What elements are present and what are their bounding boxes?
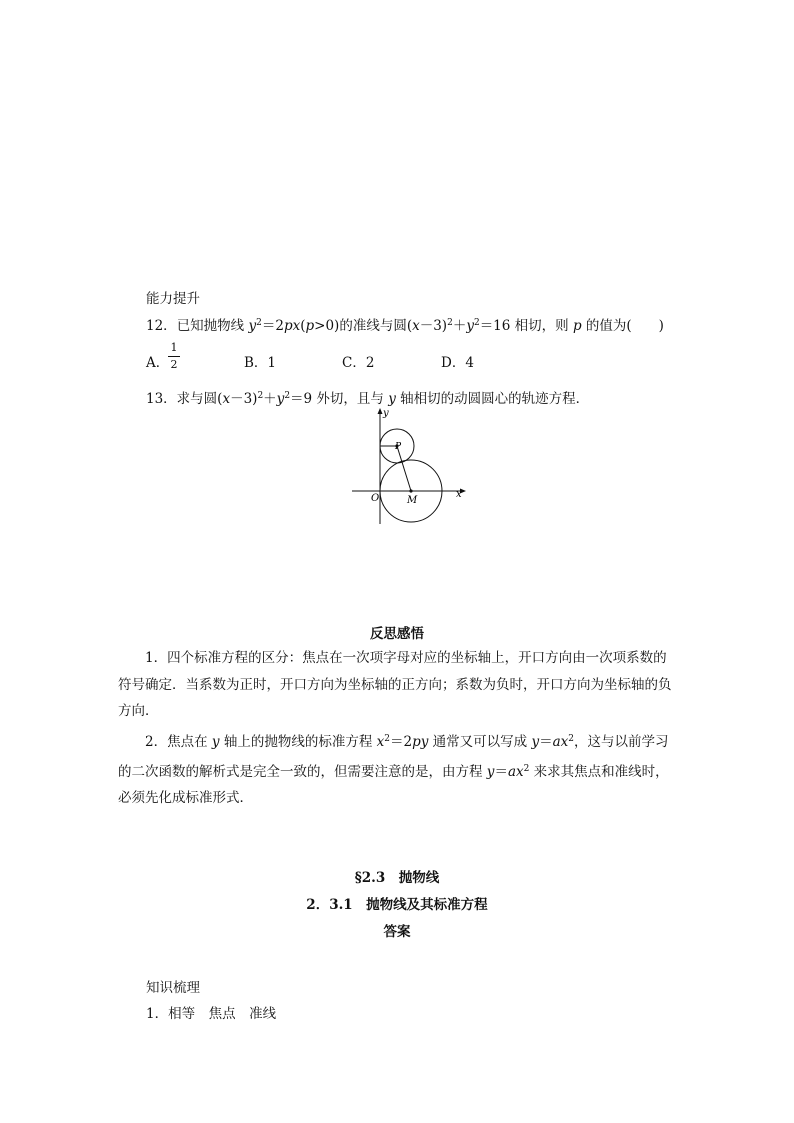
segment-pm xyxy=(397,446,411,491)
option-a-label: A． xyxy=(146,355,170,371)
q12-text: ＝16 相切，则 xyxy=(479,318,573,334)
fraction-denominator: 2 xyxy=(170,358,178,371)
circle-tangent-figure xyxy=(340,404,480,534)
label-p: P xyxy=(395,442,402,452)
q12-text: －3) xyxy=(419,318,448,334)
label-x: x xyxy=(456,489,462,500)
q12-sup: 2 xyxy=(447,318,453,328)
label-y: y xyxy=(383,408,389,419)
subsection-heading: 2．3.1 抛物线及其标准方程 xyxy=(306,897,488,913)
option-b: B．1 xyxy=(244,355,277,371)
p2-text: 通常又可以写成 xyxy=(428,734,532,750)
q13-text: 13．求与圆( xyxy=(146,391,223,407)
q12-sup: 2 xyxy=(256,318,262,328)
p2-text: 2．焦点在 xyxy=(145,734,212,750)
p2-sup: 2 xyxy=(523,763,530,774)
reflection-title: 反思感悟 xyxy=(370,626,424,642)
q13-text: ＝9 外切，且与 xyxy=(290,391,389,407)
p2-text: ＝2 xyxy=(389,734,413,750)
p2-var: y xyxy=(211,734,220,750)
q12-var: y xyxy=(466,318,474,334)
p2-text: ＝ xyxy=(494,763,508,780)
reflection-paragraph-1: 1．四个标准方程的区分：焦点在一次项字母对应的坐标轴上，开口方向由一次项系数的符号确定．当系数为正时，开口方向为坐标轴的正方向；系数为负时，开口方向为坐标轴的负方向． xyxy=(118,650,672,719)
q12-text: 的值为( ) xyxy=(581,318,664,334)
p2-var: y xyxy=(486,763,495,780)
knowledge-item-1: 1．相等 焦点 准线 xyxy=(146,1006,277,1022)
q12-var: p xyxy=(572,318,582,334)
knowledge-title: 知识梳理 xyxy=(146,980,200,996)
q12-sup: 2 xyxy=(473,318,480,328)
label-m: M xyxy=(407,495,418,506)
q13-text: －3) xyxy=(230,391,258,407)
q12-text: ( xyxy=(300,318,306,334)
p2-var: ax xyxy=(507,763,524,780)
point-m xyxy=(409,489,412,492)
p2-var: x xyxy=(376,734,385,750)
question-12 xyxy=(146,314,664,334)
q12-var: y xyxy=(248,318,257,334)
section-heading: §2.3 抛物线 xyxy=(354,870,440,886)
p2-text: 来求其焦点和准线时，必须先化成标准形式． xyxy=(118,763,669,806)
q12-text: ＋ xyxy=(452,318,467,334)
y-axis-arrow xyxy=(378,408,383,414)
fraction-bar xyxy=(168,356,180,357)
q13-sup: 2 xyxy=(257,391,264,401)
p2-var: y xyxy=(531,734,540,750)
section-heading-ability: 能力提升 xyxy=(146,291,200,307)
q13-text: 轴相切的动圆圆心的轨迹方程． xyxy=(395,391,590,407)
p2-var: ax xyxy=(552,734,569,750)
q12-text: 已知抛物线 xyxy=(176,318,249,334)
q12-var: p xyxy=(305,318,315,334)
q12-text: >0)的准线与圆( xyxy=(314,318,413,334)
reflection-paragraph-2 xyxy=(118,726,678,812)
q13-var: y xyxy=(388,391,396,407)
answer-heading: 答案 xyxy=(383,924,411,940)
q13-text: ＋ xyxy=(263,391,277,407)
p2-text: 轴上的抛物线的标准方程 xyxy=(219,734,377,750)
q12-text: ＝2 xyxy=(261,318,284,334)
p2-sup: 2 xyxy=(568,734,574,744)
q12-var: x xyxy=(412,318,420,334)
fraction-numerator: 1 xyxy=(170,341,178,354)
label-o: O xyxy=(371,493,380,504)
option-c: C．2 xyxy=(342,355,375,371)
p2-text: ＝ xyxy=(539,734,553,750)
q13-var: x xyxy=(222,391,231,407)
option-a-fraction xyxy=(168,341,180,372)
p2-sup: 2 xyxy=(384,734,390,744)
q13-var: y xyxy=(276,391,285,407)
q12-number: 12． xyxy=(146,318,177,334)
q12-var: px xyxy=(283,318,301,334)
option-d: D．4 xyxy=(441,355,474,371)
p2-text: ，这与以前学习的二次函数的解析式是完全一致的，但需要注意的是，由方程 xyxy=(118,734,669,780)
q13-sup: 2 xyxy=(284,391,291,401)
p2-var: py xyxy=(412,734,429,750)
